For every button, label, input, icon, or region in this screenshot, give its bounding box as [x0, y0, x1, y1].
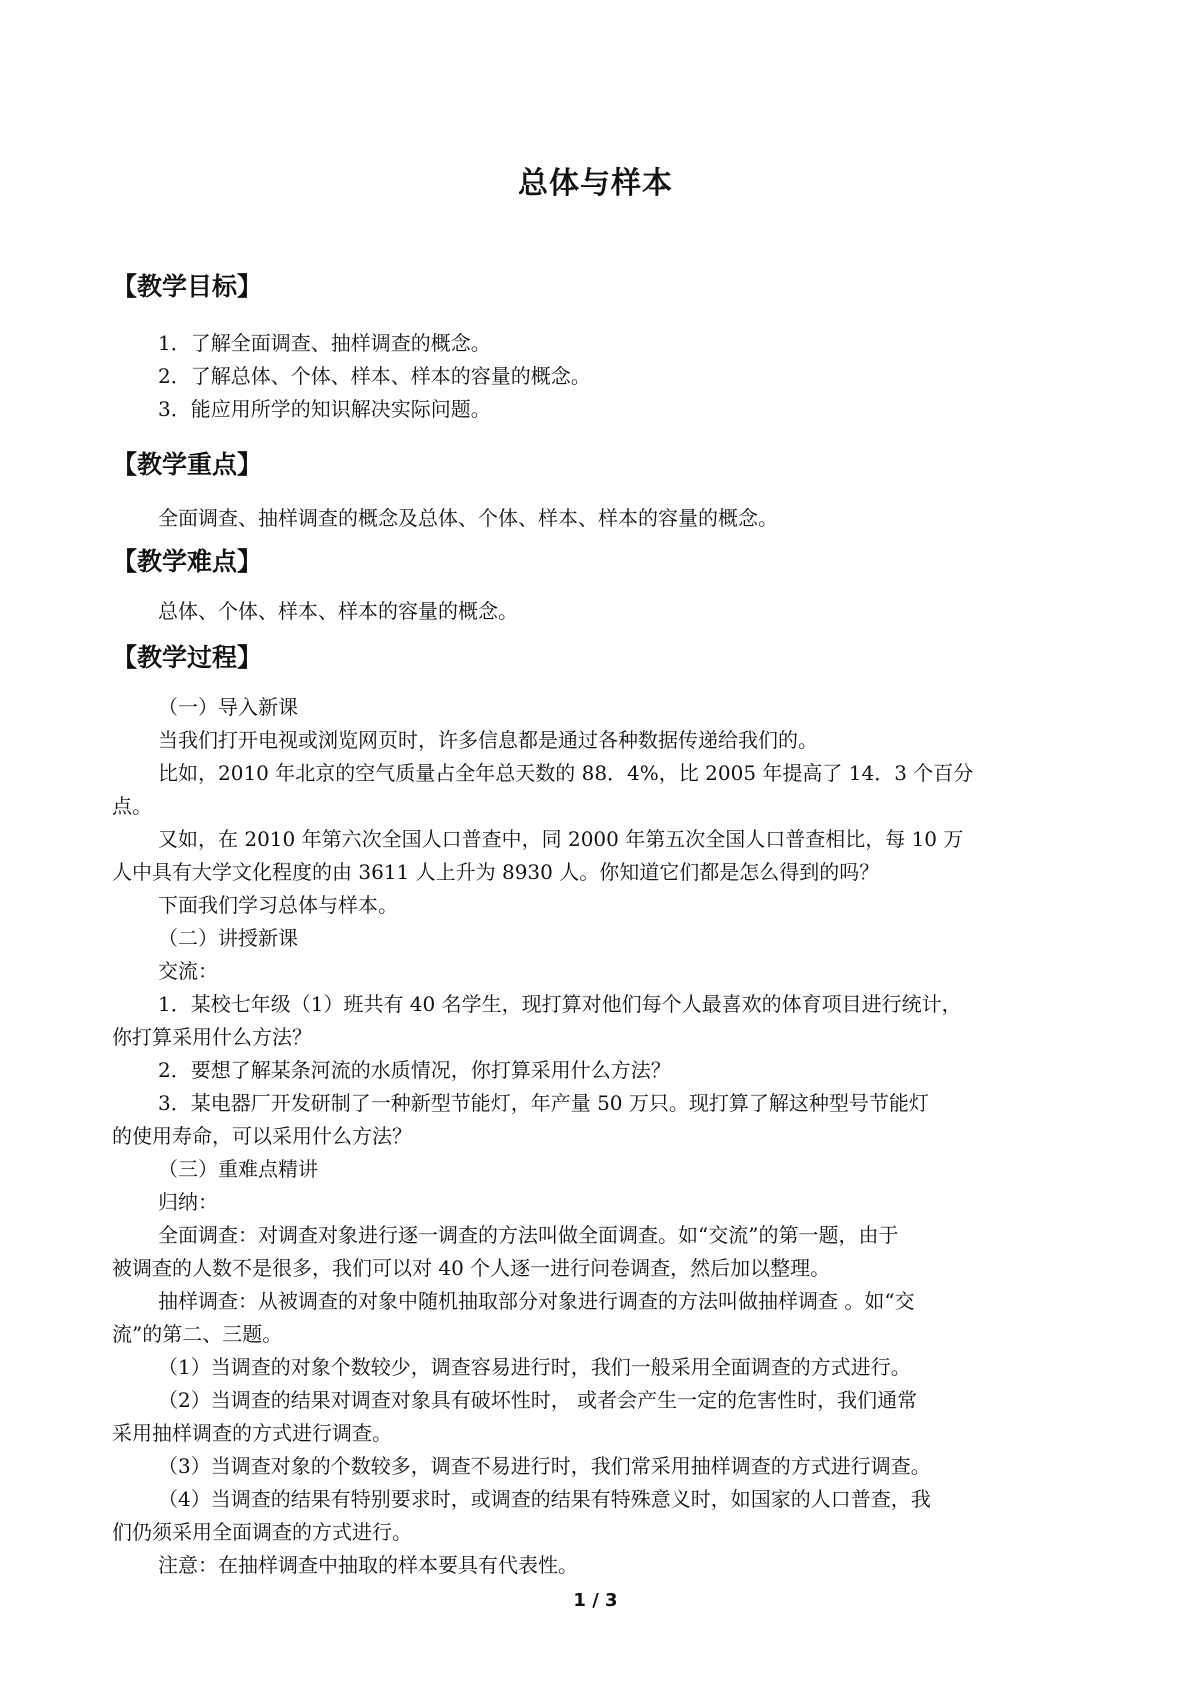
process-line: 比如，2010 年北京的空气质量占全年总天数的 88．4%，比 2005 年提高了 14．3 个百分 [158, 761, 974, 785]
key-points-text: 全面调查、抽样调查的概念及总体、个体、样本、样本的容量的概念。 [158, 506, 778, 530]
process-line: （3）当调查对象的个数较多，调查不易进行时，我们常采用抽样调查的方式进行调查。 [158, 1454, 931, 1478]
process-line: 1．某校七年级（1）班共有 40 名学生，现打算对他们每个人最喜欢的体育项目进行统计， [158, 992, 962, 1016]
process-line: 3．某电器厂开发研制了一种新型节能灯，年产量 50 万只。现打算了解这种型号节能灯 [158, 1091, 929, 1115]
process-line: （三）重难点精讲 [158, 1157, 318, 1181]
goal-item: 1．了解全面调查、抽样调查的概念。 [158, 331, 491, 355]
process-line: 被调查的人数不是很多，我们可以对 40 个人逐一进行问卷调查，然后加以整理。 [112, 1256, 831, 1280]
process-line: （1）当调查的对象个数较少，调查容易进行时，我们一般采用全面调查的方式进行。 [158, 1355, 911, 1379]
process-line: 交流： [158, 959, 218, 983]
process-line: 你打算采用什么方法？ [112, 1025, 312, 1049]
process-line: 人中具有大学文化程度的由 3611 人上升为 8930 人。你知道它们都是怎么得到的吗？ [112, 860, 880, 884]
page-title: 总体与样本 [518, 166, 673, 201]
process-line: 抽样调查：从被调查的对象中随机抽取部分对象进行调查的方法叫做抽样调查 。如“交 [158, 1289, 915, 1313]
process-line: 下面我们学习总体与样本。 [158, 893, 398, 917]
process-line: 归纳： [158, 1190, 218, 1214]
section-heading-difficulties: 【教学难点】 [112, 547, 263, 576]
section-heading-process: 【教学过程】 [112, 643, 263, 672]
page-number: 1 / 3 [573, 1590, 618, 1611]
process-line: 流”的第二、三题。 [112, 1322, 283, 1346]
process-line: 的使用寿命，可以采用什么方法？ [112, 1124, 412, 1148]
process-line: 当我们打开电视或浏览网页时，许多信息都是通过各种数据传递给我们的。 [158, 728, 818, 752]
process-line: 采用抽样调查的方式进行调查。 [112, 1421, 392, 1445]
process-line: （2）当调查的结果对调查对象具有破坏性时， 或者会产生一定的危害性时，我们通常 [158, 1388, 918, 1412]
goal-item: 3．能应用所学的知识解决实际问题。 [158, 397, 491, 421]
goal-item: 2．了解总体、个体、样本、样本的容量的概念。 [158, 364, 591, 388]
section-heading-goals: 【教学目标】 [112, 272, 263, 301]
section-heading-key-points: 【教学重点】 [112, 450, 263, 479]
process-line: 又如，在 2010 年第六次全国人口普查中，同 2000 年第五次全国人口普查相比，每 10 万 [158, 827, 964, 851]
process-line: 全面调查：对调查对象进行逐一调查的方法叫做全面调查。如“交流”的第一题，由于 [158, 1223, 899, 1247]
process-line: （二）讲授新课 [158, 926, 298, 950]
process-line: 2．要想了解某条河流的水质情况，你打算采用什么方法？ [158, 1058, 671, 1082]
process-line: 注意：在抽样调查中抽取的样本要具有代表性。 [158, 1553, 578, 1577]
difficulties-text: 总体、个体、样本、样本的容量的概念。 [158, 599, 518, 623]
process-line: （一）导入新课 [158, 695, 298, 719]
process-line: 点。 [112, 794, 152, 818]
process-line: （4）当调查的结果有特别要求时，或调查的结果有特殊意义时，如国家的人口普查，我 [158, 1487, 931, 1511]
process-line: 们仍须采用全面调查的方式进行。 [112, 1520, 412, 1544]
